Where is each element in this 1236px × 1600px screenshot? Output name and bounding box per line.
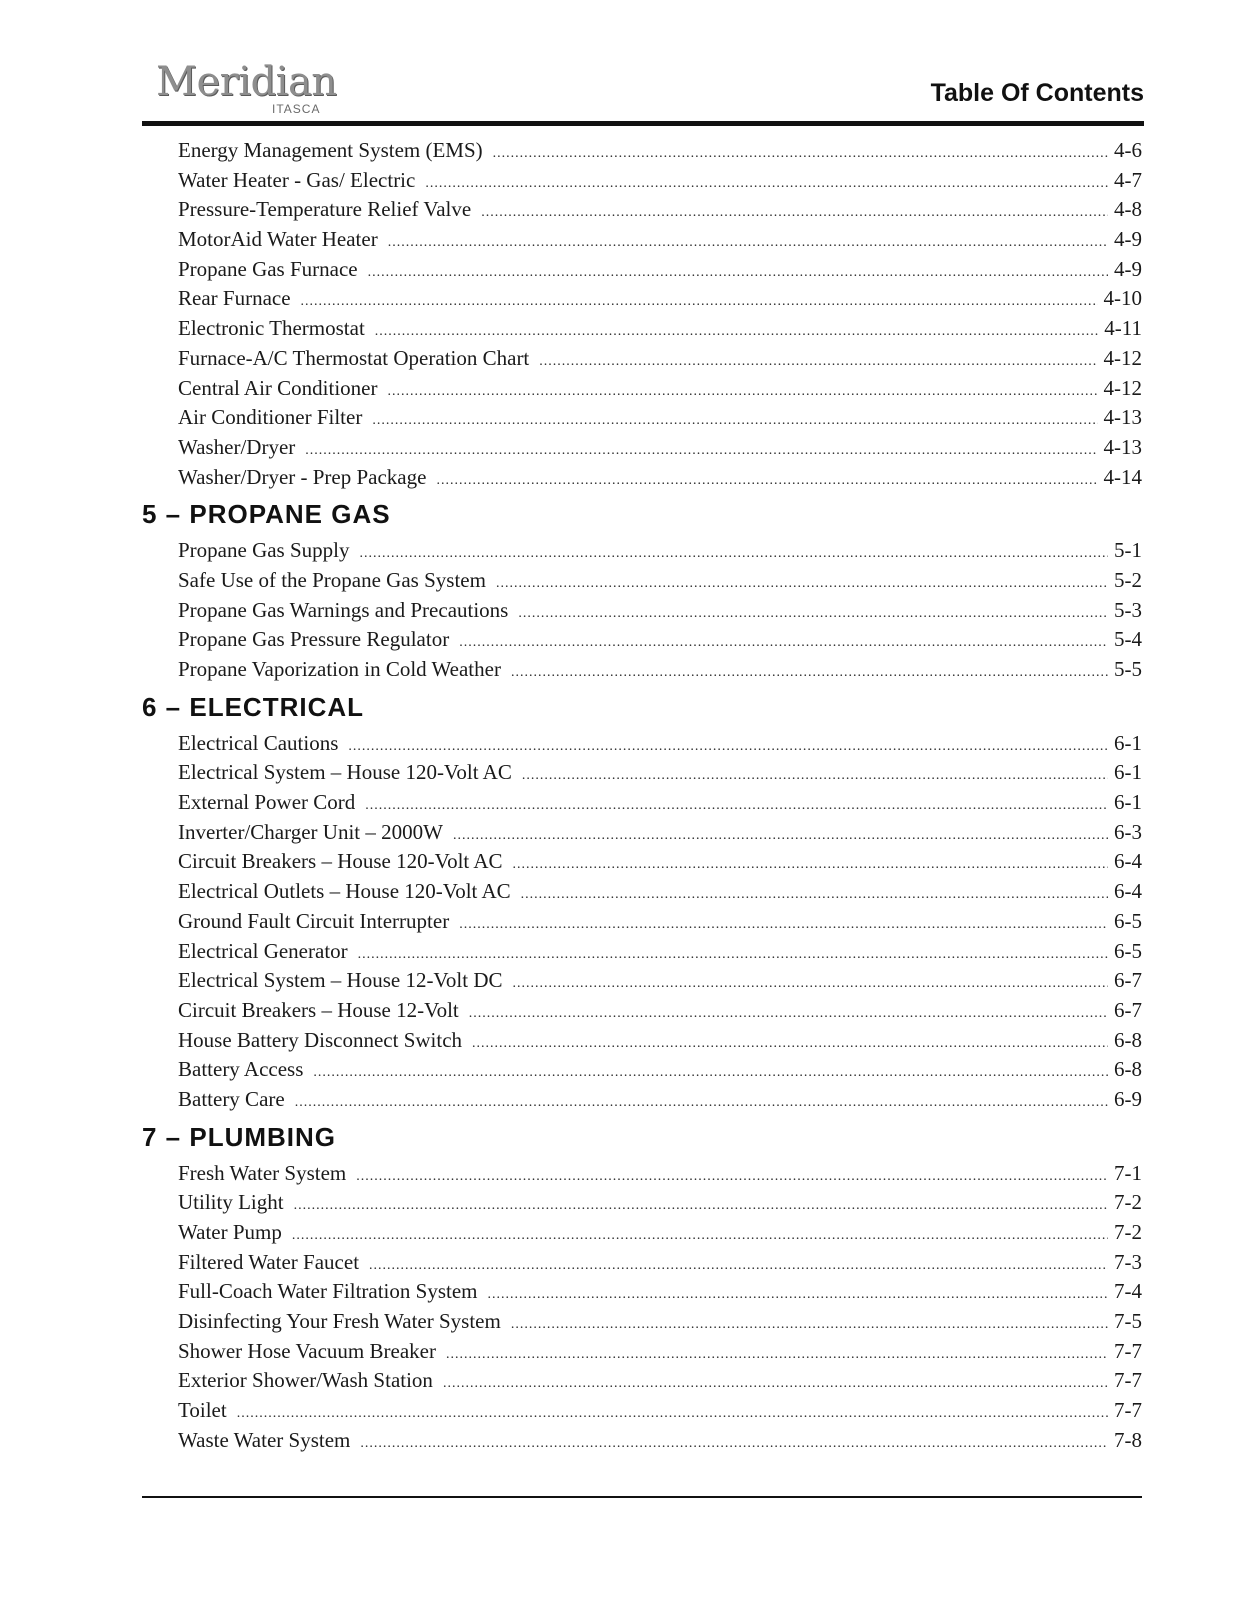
toc-entry-page: 6-7: [1114, 997, 1142, 1022]
toc-entry-label: Central Air Conditioner: [178, 375, 378, 400]
toc-entry-page: 7-8: [1114, 1427, 1142, 1452]
toc-entry[interactable]: [178, 596, 1142, 626]
toc-entry-page: 7-3: [1114, 1249, 1142, 1274]
toc-entry[interactable]: [178, 284, 1142, 314]
toc-entry[interactable]: [178, 1337, 1142, 1367]
toc-entry[interactable]: [178, 1396, 1142, 1426]
toc-entry-label: MotorAid Water Heater: [178, 227, 378, 252]
logo-wordmark: Meridian: [156, 59, 337, 105]
toc-entry-page: 6-5: [1114, 908, 1142, 933]
toc-entry-page: 7-2: [1114, 1190, 1142, 1215]
toc-entry[interactable]: [178, 937, 1142, 967]
dot-leader: [294, 1191, 1108, 1221]
toc-entry-label: Propane Gas Furnace: [178, 256, 358, 281]
dot-leader: [496, 569, 1108, 599]
toc-entry-label: Filtered Water Faucet: [178, 1249, 360, 1274]
toc-entry-page: 6-1: [1114, 790, 1142, 815]
toc-entry-page: 6-4: [1114, 849, 1142, 874]
toc-entry-label: Water Pump: [178, 1220, 282, 1244]
toc-entry-page: 4-10: [1103, 286, 1142, 311]
toc-entry-label: Electrical Outlets – House 120-Volt AC: [178, 879, 511, 904]
section-heading: 6 – ELECTRICAL: [142, 691, 365, 722]
toc-entry[interactable]: [178, 818, 1142, 848]
dot-leader: [369, 1251, 1108, 1281]
toc-entry-label: Water Heater - Gas/ Electric: [178, 167, 416, 192]
toc-entry[interactable]: [178, 1277, 1142, 1307]
toc-entry-label: Electrical System – House 120-Volt AC: [178, 760, 512, 785]
dot-leader: [446, 1340, 1108, 1370]
toc-entry-label: Disinfecting Your Fresh Water System: [178, 1309, 501, 1334]
toc-entry-label: Propane Gas Warnings and Precautions: [178, 597, 509, 622]
toc-entry[interactable]: [178, 403, 1142, 433]
toc-entry-page: 7-4: [1114, 1279, 1142, 1304]
logo-subtitle: ITASCA: [272, 102, 321, 116]
toc-entry[interactable]: [178, 1248, 1142, 1278]
dot-leader: [522, 761, 1108, 791]
dot-leader: [372, 406, 1097, 436]
footer-divider: [142, 1496, 1142, 1498]
toc-entry-label: Electronic Thermostat: [178, 316, 365, 341]
toc-entry-label: Circuit Breakers – House 12-Volt: [178, 997, 459, 1022]
toc-entry-page: 7-7: [1114, 1368, 1142, 1393]
toc-entry[interactable]: [178, 166, 1142, 196]
toc-entry-page: 7-5: [1114, 1309, 1142, 1334]
toc-entry-page: 7-1: [1114, 1160, 1142, 1185]
toc-entry-label: Propane Gas Pressure Regulator: [178, 627, 450, 652]
toc-entry-page: 6-8: [1114, 1027, 1142, 1052]
toc-entry[interactable]: [178, 1366, 1142, 1396]
toc-entry-label: External Power Cord: [178, 790, 356, 815]
dot-leader: [368, 258, 1108, 288]
toc-entry-label: Circuit Breakers – House 120-Volt AC: [178, 849, 503, 874]
dot-leader: [539, 347, 1097, 377]
page-title: Table Of Contents: [930, 79, 1144, 107]
toc-entry-page: 5-2: [1114, 567, 1142, 592]
toc-entry-label: Toilet: [178, 1398, 227, 1423]
toc-entry[interactable]: [178, 996, 1142, 1026]
toc-entry-label: Full-Coach Water Filtration System: [178, 1279, 478, 1304]
dot-leader: [425, 169, 1108, 199]
dot-leader: [487, 1280, 1108, 1310]
toc-entry[interactable]: [178, 966, 1142, 996]
toc-entry[interactable]: [178, 1085, 1142, 1115]
header-divider: [142, 121, 1144, 126]
toc-entry-label: Waste Water System: [178, 1427, 351, 1452]
toc-entry-label: Shower Hose Vacuum Breaker: [178, 1338, 436, 1363]
dot-leader: [481, 198, 1108, 228]
toc-entry[interactable]: [178, 255, 1142, 285]
toc-entry-page: 4-11: [1104, 316, 1142, 341]
toc-entry-label: Energy Management System (EMS): [178, 138, 483, 162]
dot-leader: [313, 1058, 1108, 1088]
toc-entry[interactable]: [178, 136, 1142, 166]
toc-entry-page: 4-9: [1114, 256, 1142, 281]
toc-entry[interactable]: [178, 847, 1142, 877]
dot-leader: [356, 1162, 1108, 1192]
toc-entry-page: 5-5: [1114, 657, 1142, 681]
dot-leader: [453, 821, 1108, 851]
toc-entry-page: 5-4: [1114, 627, 1142, 652]
dot-leader: [469, 999, 1108, 1029]
toc-entry-label: Propane Gas Supply: [178, 538, 350, 563]
toc-entry[interactable]: [178, 536, 1142, 566]
toc-entry-page: 4-14: [1103, 464, 1142, 489]
dot-leader: [472, 1029, 1108, 1059]
toc-entry[interactable]: [178, 1055, 1142, 1085]
dot-leader: [511, 658, 1108, 688]
dot-leader: [360, 539, 1109, 569]
toc-entry-page: 4-8: [1114, 197, 1142, 222]
dot-leader: [237, 1399, 1108, 1429]
toc-entry[interactable]: [178, 788, 1142, 818]
toc-entry[interactable]: [178, 195, 1142, 225]
toc-entry-label: House Battery Disconnect Switch: [178, 1027, 463, 1052]
dot-leader: [518, 599, 1108, 629]
toc-list: [142, 136, 1142, 1456]
toc-entry-label: Electrical System – House 12-Volt DC: [178, 968, 503, 993]
toc-entry-page: 4-12: [1103, 345, 1142, 370]
dot-leader: [513, 850, 1109, 880]
toc-entry-page: 4-6: [1114, 138, 1142, 162]
toc-entry-page: 4-9: [1114, 227, 1142, 252]
dot-leader: [513, 969, 1109, 999]
toc-entry-page: 4-7: [1114, 167, 1142, 192]
toc-entry-page: 7-7: [1114, 1398, 1142, 1423]
toc-entry[interactable]: [178, 314, 1142, 344]
meridian-logo: [156, 59, 337, 116]
toc-entry[interactable]: [178, 1188, 1142, 1218]
toc-entry[interactable]: [178, 1218, 1142, 1248]
toc-entry-page: 5-1: [1114, 538, 1142, 563]
toc-entry-label: Furnace-A/C Thermostat Operation Chart: [178, 345, 530, 370]
toc-entry[interactable]: [178, 907, 1142, 937]
toc-entry-page: 6-9: [1114, 1086, 1142, 1111]
toc-entry-page: 4-12: [1103, 375, 1142, 400]
toc-entry-label: Propane Vaporization in Cold Weather: [178, 657, 501, 681]
dot-leader: [365, 791, 1108, 821]
toc-entry-page: 5-3: [1114, 597, 1142, 622]
toc-entry-label: Ground Fault Circuit Interrupter: [178, 908, 450, 933]
toc-entry-page: 6-5: [1114, 938, 1142, 963]
toc-entry-page: 6-4: [1114, 879, 1142, 904]
toc-entry-label: Battery Care: [178, 1086, 285, 1111]
toc-entry-label: Utility Light: [178, 1190, 284, 1215]
toc-entry[interactable]: [178, 463, 1142, 493]
toc-entry-page: 7-2: [1114, 1220, 1142, 1244]
section-heading: 7 – PLUMBING: [142, 1121, 337, 1152]
dot-leader: [295, 1088, 1108, 1118]
toc-entry[interactable]: [178, 655, 1142, 685]
toc-entry-label: Battery Access: [178, 1057, 304, 1082]
dot-leader: [459, 910, 1108, 940]
dot-leader: [388, 228, 1108, 258]
toc-entry-label: Rear Furnace: [178, 286, 291, 311]
toc-entry[interactable]: [178, 1159, 1142, 1189]
dot-leader: [358, 940, 1108, 970]
toc-entry[interactable]: [178, 758, 1142, 788]
dot-leader: [436, 466, 1097, 496]
toc-entry[interactable]: [178, 225, 1142, 255]
dot-leader: [521, 880, 1108, 910]
toc-entry[interactable]: [178, 1426, 1142, 1456]
section-heading: 5 – PROPANE GAS: [142, 499, 391, 530]
dot-leader: [493, 139, 1108, 169]
dot-leader: [443, 1369, 1108, 1399]
toc-entry[interactable]: [178, 625, 1142, 655]
toc-entry-label: Exterior Shower/Wash Station: [178, 1368, 433, 1393]
toc-entry-page: 6-3: [1114, 819, 1142, 844]
dot-leader: [360, 1429, 1108, 1459]
toc-entry[interactable]: [178, 374, 1142, 404]
toc-entry-label: Safe Use of the Propane Gas System: [178, 567, 486, 592]
toc-entry[interactable]: [178, 1307, 1142, 1337]
toc-entry[interactable]: [178, 433, 1142, 463]
toc-entry[interactable]: [178, 729, 1142, 759]
dot-leader: [387, 377, 1097, 407]
toc-entry-page: 6-7: [1114, 968, 1142, 993]
toc-entry-page: 7-7: [1114, 1338, 1142, 1363]
toc-entry-label: Air Conditioner Filter: [178, 405, 363, 430]
toc-entry-page: 6-1: [1114, 730, 1142, 755]
dot-leader: [292, 1221, 1108, 1251]
dot-leader: [459, 628, 1108, 658]
dot-leader: [301, 287, 1098, 317]
toc-entry-label: Pressure-Temperature Relief Valve: [178, 197, 472, 222]
toc-entry-label: Washer/Dryer: [178, 434, 296, 459]
toc-entry-page: 6-8: [1114, 1057, 1142, 1082]
toc-entry-label: Electrical Cautions: [178, 730, 339, 755]
toc-entry-label: Inverter/Charger Unit – 2000W: [178, 819, 443, 844]
dot-leader: [511, 1310, 1108, 1340]
toc-entry-page: 4-13: [1103, 434, 1142, 459]
toc-entry-page: 6-1: [1114, 760, 1142, 785]
toc-entry-label: Fresh Water System: [178, 1160, 347, 1185]
toc-entry-label: Electrical Generator: [178, 938, 348, 963]
toc-entry[interactable]: [178, 877, 1142, 907]
page-header: [142, 52, 1144, 126]
dot-leader: [305, 436, 1097, 466]
toc-entry[interactable]: [178, 566, 1142, 596]
toc-entry[interactable]: [178, 1026, 1142, 1056]
toc-entry-page: 4-13: [1103, 405, 1142, 430]
toc-entry-label: Washer/Dryer - Prep Package: [178, 464, 427, 489]
dot-leader: [348, 732, 1108, 762]
dot-leader: [375, 317, 1098, 347]
toc-entry[interactable]: [178, 344, 1142, 374]
